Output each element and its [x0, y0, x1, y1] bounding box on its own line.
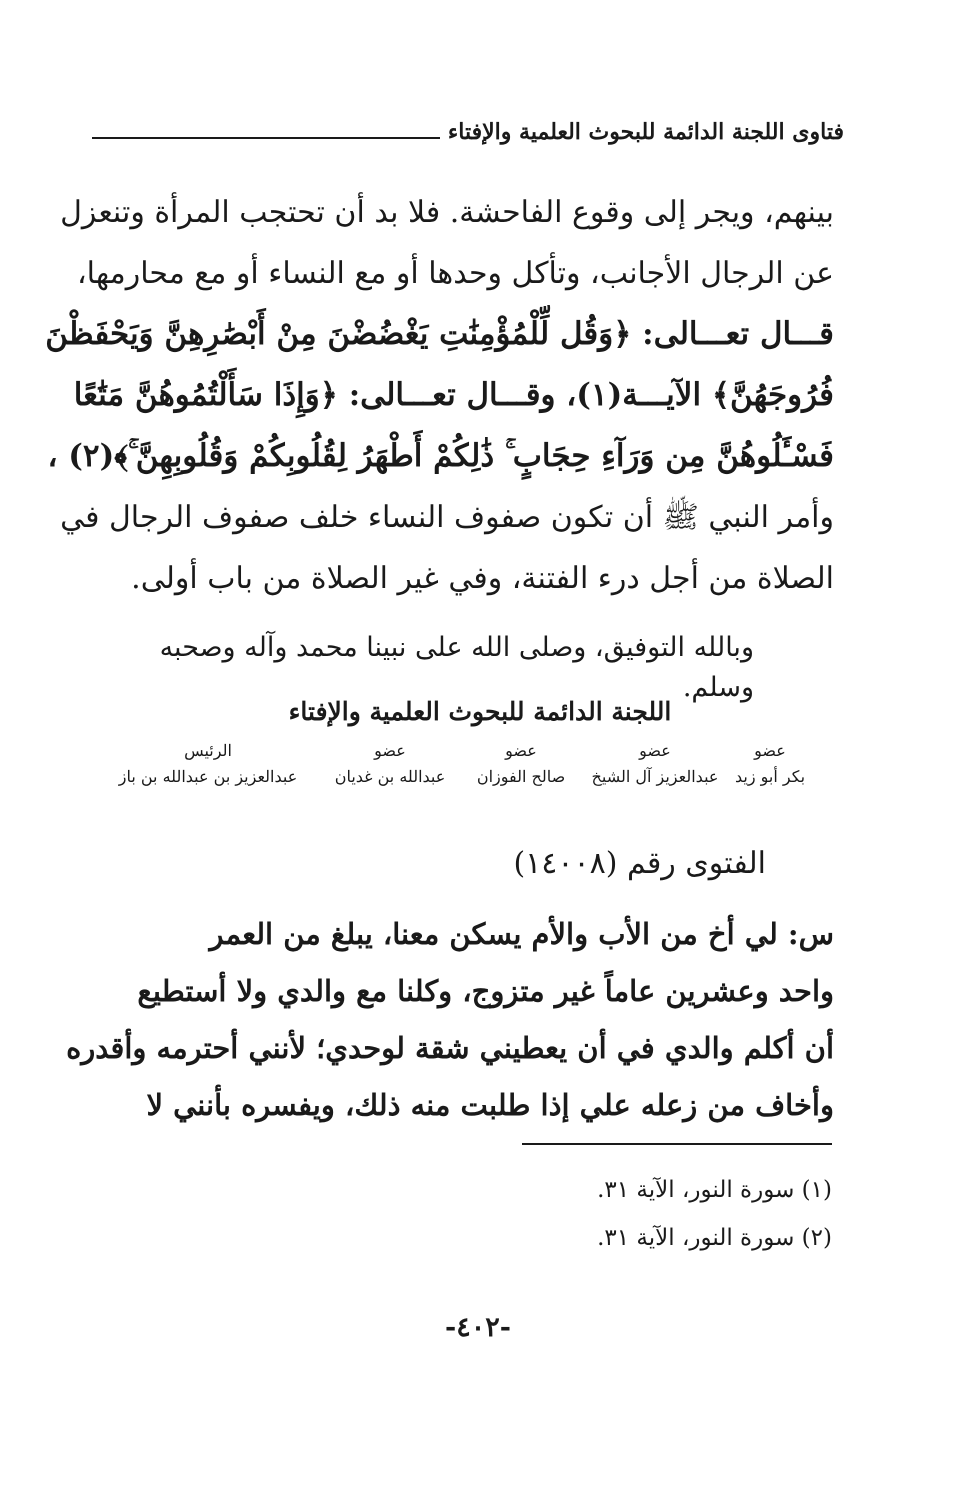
- body-paragraph: [45, 182, 834, 609]
- quran-verse-line: فَسْـَٔلُوهُنَّ مِن وَرَآءِ حِجَابٍ ۚ ذَٰلِكُمْ أَطْهَرُ لِقُلُوبِكُمْ وَقُلُوبِهِنَّ ۚ﴾(٢) ،: [47, 438, 834, 474]
- question-line: وأخاف من زعله علي إذا طلبت منه ذلك، ويفسره بأنني لا: [146, 1088, 834, 1122]
- member-role: الرئيس: [184, 741, 232, 760]
- footnote-rule: [522, 1143, 832, 1145]
- signature-member: [590, 738, 720, 790]
- signature-member: [720, 738, 820, 790]
- closing-line: وبالله التوفيق، وصلى الله على نبينا محمد وآله وصحبه وسلم.: [159, 632, 754, 703]
- footnote: (٢) سورة النور، الآية ٣١.: [597, 1225, 832, 1251]
- question-line: س: لي أخ من الأب والأم يسكن معنا، يبلغ من العمر: [209, 917, 834, 951]
- question-paragraph: [66, 906, 834, 1134]
- committee-title: اللجنة الدائمة للبحوث العلمية والإفتاء: [288, 697, 672, 726]
- question-line: واحد وعشرين عاماً غير متزوج، وكلنا مع والدي ولا أستطيع: [137, 974, 834, 1008]
- footnote: (١) سورة النور، الآية ٣١.: [597, 1177, 832, 1203]
- footnotes: [500, 1166, 832, 1262]
- member-role: عضو: [505, 741, 537, 760]
- body-line: وأمر النبي ﷺ أن تكون صفوف النساء خلف صفوف الرجال في: [60, 500, 834, 535]
- member-role: عضو: [754, 741, 786, 760]
- body-line: بينهم، ويجر إلى وقوع الفاحشة. فلا بد أن تحتجب المرأة وتنعزل: [60, 195, 834, 230]
- question-line: أن أكلم والدي في أن يعطيني شقة لوحدي؛ لأنني أحترمه وأقدره: [66, 1031, 834, 1065]
- signature-member: [108, 738, 308, 790]
- page-header: [92, 114, 844, 146]
- signature-member: [330, 738, 450, 790]
- member-name: عبدالله بن غديان: [334, 767, 446, 786]
- member-name: عبدالعزيز بن عبدالله بن باز: [118, 767, 298, 786]
- quran-verse-line: قـــال تعـــالى: ﴿وَقُل لِّلْمُؤْمِنَٰتِ يَغْضُضْنَ مِنْ أَبْصَٰرِهِنَّ وَيَحْفَظْنَ: [45, 316, 834, 352]
- running-title: فتاوى اللجنة الدائمة للبحوث العلمية والإفتاء: [447, 119, 844, 145]
- signature-member: [466, 738, 576, 790]
- page-number: -٤٠٢-: [445, 1312, 511, 1343]
- member-name: صالح الفوزان: [476, 767, 566, 786]
- member-name: بكر أبو زيد: [734, 767, 806, 786]
- body-line: عن الرجال الأجانب، وتأكل وحدها أو مع النساء أو مع محارمها،: [77, 256, 834, 291]
- member-role: عضو: [639, 741, 671, 760]
- member-role: عضو: [374, 741, 406, 760]
- signature-block: [108, 738, 820, 808]
- header-rule: [92, 137, 440, 139]
- body-line: الصلاة من أجل درء الفتنة، وفي غير الصلاة من باب أولى.: [131, 561, 834, 596]
- member-name: عبدالعزيز آل الشيخ: [591, 767, 719, 786]
- fatwa-number: الفتوى رقم (١٤٠٠٨): [513, 846, 766, 881]
- quran-verse-line: فُرُوجَهُنَّ﴾ الآيـــة(١)، وقـــال تعـــالى: ﴿وَإِذَا سَأَلْتُمُوهُنَّ مَتَٰعًا: [73, 377, 834, 413]
